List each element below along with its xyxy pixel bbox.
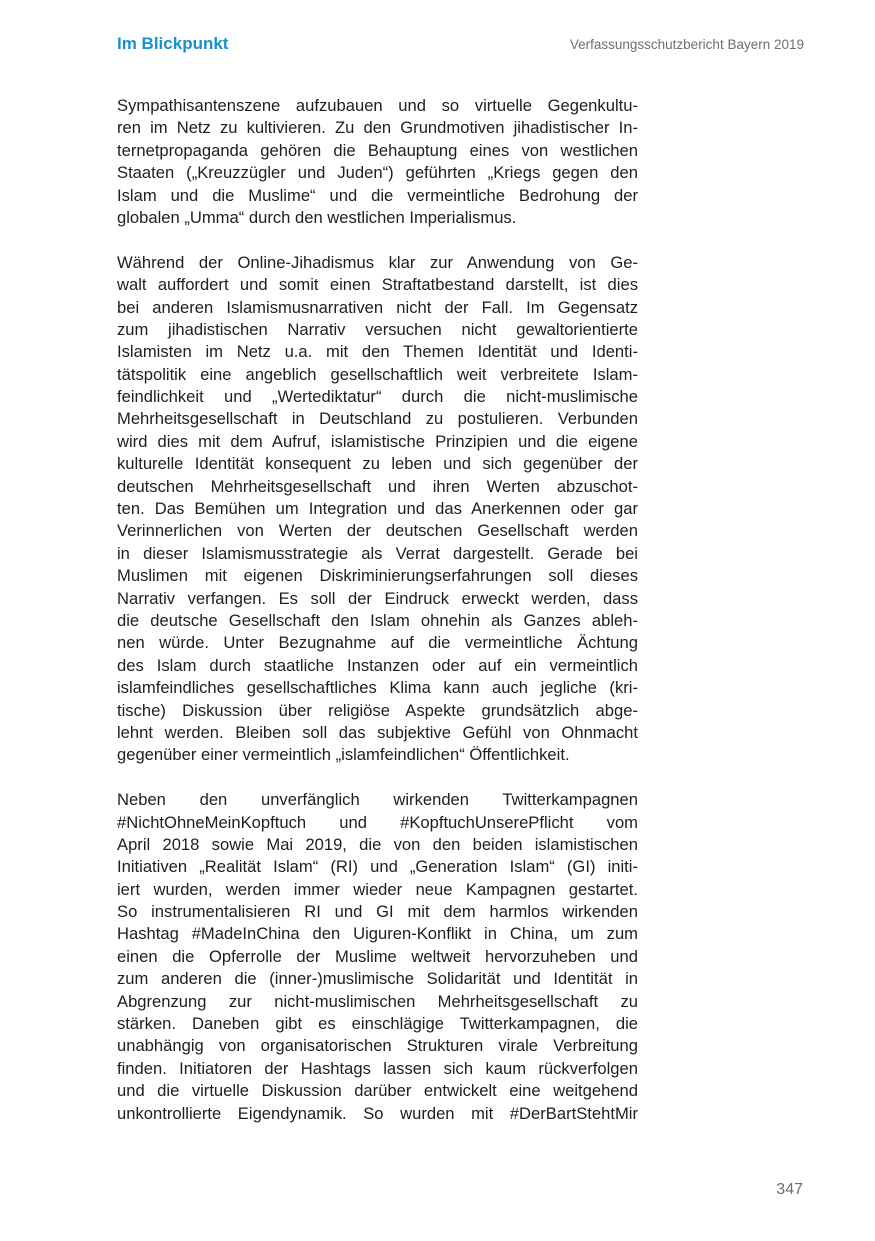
text-line: stärken. Daneben gibt es einschlägige Twitterkampagnen, die	[117, 1014, 638, 1034]
text-line: kulturelle Identität konsequent zu leben und sich gegenüber der	[117, 454, 638, 474]
text-line: Verinnerlichen von Werten der deutschen Gesellschaft werden	[117, 521, 638, 541]
publication-title: Verfassungsschutzbericht Bayern 2019	[569, 37, 804, 52]
text-line: deutschen Mehrheitsgesellschaft und ihren Werten abzuschot-	[117, 476, 638, 496]
text-line: tätspolitik eine angeblich gesellschaftlich weit verbreitete Islam-	[117, 364, 638, 384]
text-line: Initiativen „Realität Islam“ (RI) und „Generation Islam“ (GI) initi-	[117, 857, 638, 877]
text-line: Hashtag #MadeInChina den Uiguren-Konflikt in China, um zum	[117, 924, 638, 944]
paragraph-2	[117, 252, 638, 767]
text-line: Abgrenzung zur nicht-muslimischen Mehrheitsgesellschaft zu	[117, 991, 638, 1011]
text-line: islamfeindliches gesellschaftliches Klima kann auch jegliche (kri-	[117, 678, 638, 698]
text-line: lehnt werden. Bleiben soll das subjektive Gefühl von Ohnmacht	[117, 722, 638, 742]
text-line: nen würde. Unter Bezugnahme auf die vermeintliche Ächtung	[117, 633, 638, 653]
text-line: #NichtOhneMeinKopftuch und #KopftuchUnserePflicht vom	[117, 812, 638, 832]
text-line: Islam und die Muslime“ und die vermeintliche Bedrohung der	[117, 185, 638, 205]
text-line: bei anderen Islamismusnarrativen nicht der Fall. Im Gegensatz	[117, 297, 638, 317]
section-title: Im Blickpunkt	[117, 34, 229, 53]
text-line: walt auffordert und somit einen Straftatbestand darstellt, ist dies	[117, 275, 638, 295]
text-line: und die virtuelle Diskussion darüber entwickelt eine weitgehend	[117, 1081, 638, 1101]
paragraph-3	[117, 789, 638, 1125]
text-line: gegenüber einer vermeintlich „islamfeindlichen“ Öffentlichkeit.	[117, 745, 570, 765]
text-line: die deutsche Gesellschaft den Islam ohnehin als Ganzes ableh-	[117, 610, 638, 630]
text-line: feindlichkeit und „Wertediktatur“ durch die nicht-muslimische	[117, 387, 638, 407]
text-line: tische) Diskussion über religiöse Aspekte grundsätzlich abge-	[117, 700, 638, 720]
text-line: des Islam durch staatliche Instanzen oder auf ein vermeintlich	[117, 655, 638, 675]
text-line: Muslimen mit eigenen Diskriminierungserfahrungen soll dieses	[117, 566, 638, 586]
text-line: einen die Opferrolle der Muslime weltweit hervorzuheben und	[117, 946, 638, 966]
text-line: April 2018 sowie Mai 2019, die von den beiden islamistischen	[117, 834, 638, 854]
text-line: Staaten („Kreuzzügler und Juden“) geführten „Kriegs gegen den	[117, 163, 638, 183]
text-line: zum anderen die (inner-)muslimische Solidarität und Identität in	[117, 969, 638, 989]
text-line: iert wurden, werden immer wieder neue Kampagnen gestartet.	[117, 879, 638, 899]
text-line: ren im Netz zu kultivieren. Zu den Grundmotiven jihadistischer In-	[117, 118, 638, 138]
text-line: Während der Online-Jihadismus klar zur Anwendung von Ge-	[117, 252, 638, 272]
text-line: ten. Das Bemühen um Integration und das Anerkennen oder gar	[117, 499, 638, 519]
text-line: in dieser Islamismusstrategie als Verrat dargestellt. Gerade bei	[117, 543, 638, 563]
text-line: So instrumentalisieren RI und GI mit dem harmlos wirkenden	[117, 902, 638, 922]
page-number: 347	[776, 1181, 803, 1198]
text-line: finden. Initiatoren der Hashtags lassen sich kaum rückverfolgen	[117, 1058, 638, 1078]
text-line: Sympathisantenszene aufzubauen und so virtuelle Gegenkultu-	[117, 96, 638, 115]
text-line: Narrativ verfangen. Es soll der Eindruck erweckt werden, dass	[117, 588, 638, 608]
text-line: wird dies mit dem Aufruf, islamistische Prinzipien und die eigene	[117, 431, 638, 451]
text-line: zum jihadistischen Narrativ versuchen nicht gewaltorientierte	[117, 319, 638, 339]
text-line: Islamisten im Netz u.a. mit den Themen Identität und Identi-	[117, 342, 638, 362]
text-line: ternetpropaganda gehören die Behauptung eines von westlichen	[117, 140, 638, 160]
text-line: globalen „Umma“ durch den westlichen Imperialismus.	[117, 207, 517, 227]
body-text	[117, 95, 638, 1147]
text-line: unabhängig von organisatorischen Strukturen virale Verbreitung	[117, 1036, 638, 1056]
text-line: unkontrollierte Eigendynamik. So wurden mit #DerBartStehtMir	[117, 1103, 638, 1123]
text-line: Mehrheitsgesellschaft in Deutschland zu postulieren. Verbunden	[117, 409, 638, 429]
paragraph-1	[117, 95, 638, 229]
text-line: Neben den unverfänglich wirkenden Twitterkampagnen	[117, 790, 638, 810]
